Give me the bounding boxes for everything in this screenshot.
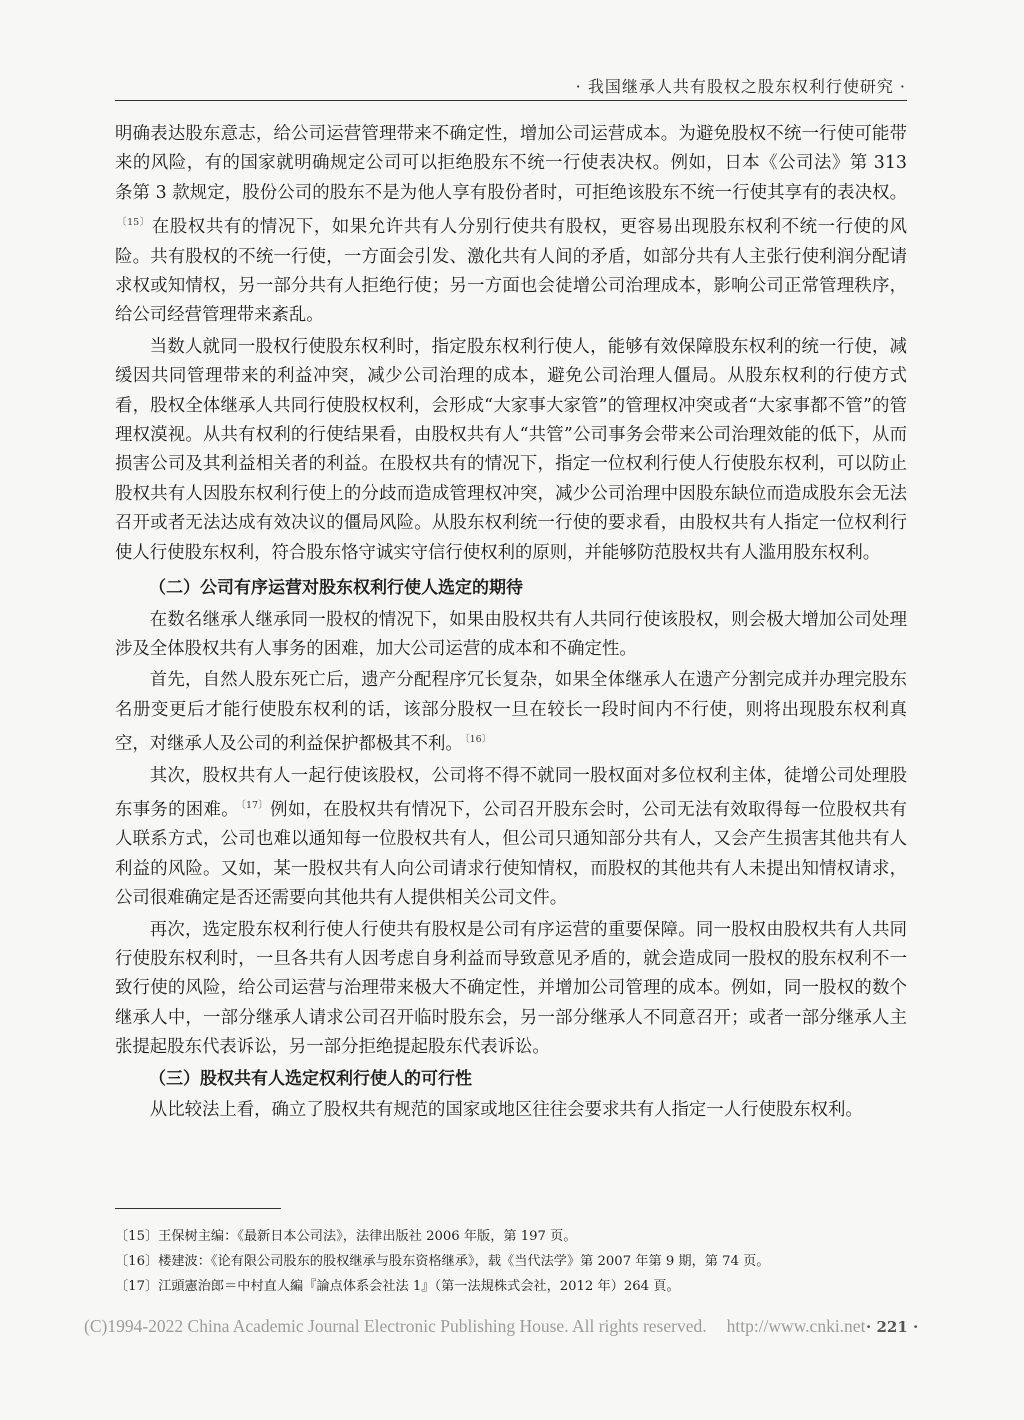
paragraph-3: 在数名继承人继承同一股权的情况下，如果由股权共有人共同行使该股权，则会极大增加公司处理涉及全体股权共有人事务的困难，加大公司运营的成本和不确定性。 [115,609,907,659]
paragraph-6: 再次，选定股东权利行使人行使共有股权是公司有序运营的重要保障。同一股权由股权共有人共同行使股东权利时，一旦各共有人因考虑自身利益而导致意见矛盾的，就会造成同一股权的股东权利不一致行使的风险，给公司运营与治理带来极大不确定性，并增加公司管理的成本。例如，同一股权的数个继承人中，一部分继承人请求公司召开临时股东会，另一部分继承人不同意召开；或者一部分继承人主张提起股东代表诉讼，另一部分拒绝提起股东代表诉讼。 [115,919,907,1058]
paragraph-4 [115,666,907,759]
paragraph-5 [115,762,907,914]
paragraph-4-text: 首先，自然人股东死亡后，遗产分配程序冗长复杂，如果全体继承人在遗产分割完成并办理完股东名册变更后才能行使股东权利的话，该部分股权一旦在较长一段时间内不行使，则将出现股东权利真空，对继承人及公司的利益保护都极其不利。 [115,670,907,755]
section-heading-2: （二）公司有序运营对股东权利行使人选定的期待 [149,578,523,599]
footnote-ref-15[interactable]: 〔15〕 [117,217,150,229]
footnote-15: 〔15〕王保树主编：《最新日本公司法》，法律出版社 2006 年版，第 197 页。 [115,1229,577,1244]
footnote-rule [115,1208,281,1209]
paragraph-1-text: 明确表达股东意志，给公司运营管理带来不确定性，增加公司运营成本。为避免股权不统一行使可能带来的风险，有的国家就明确规定公司可以拒绝股东不统一行使表决权。例如，日本《公司法》第 313 条第 3 款规定，股份公司的股东不是为他人享有股份者时，可拒绝该股东不统一行使其享有的表决权。 [115,124,907,203]
publisher-url[interactable]: http://www.cnki.net [726,1316,866,1336]
copyright-text: (C)1994-2022 China Academic Journal Electronic Publishing House. All rights reserved. [84,1316,707,1336]
paragraph-7: 从比较法上看，确立了股权共有规范的国家或地区往往会要求共有人指定一人行使股东权利。 [149,1100,863,1120]
running-title: · 我国继承人共有股权之股东权利行使研究 · [575,77,906,96]
footnotes [115,1224,907,1299]
copyright-notice [84,1316,865,1337]
footnote-ref-16[interactable]: 〔16〕 [464,734,492,746]
paragraph-5-continued: 例如，在股权共有情况下，公司召开股东会时，公司无法有效取得每一位股权共有人联系方式，公司也难以通知每一位股权共有人，但公司只通知部分共有人，又会产生损害其他共有人利益的风险。又如，某一股权共有人向公司请求行使知情权，而股权的其他共有人未提出知情权请求，公司很难确定是否还需要向其他共有人提供相关公司文件。 [115,799,907,909]
header-rule [115,100,907,101]
paragraph-1-continued: 在股权共有的情况下，如果允许共有人分别行使共有股权，更容易出现股东权利不统一行使的风险。共有股权的不统一行使，一方面会引发、激化共有人间的矛盾，如部分共有人主张行使利润分配请求权或知情权，另一部分共有人拒绝行使；另一方面也会徒增公司治理成本，影响公司正常管理秩序，给公司经营管理带来紊乱。 [115,217,907,326]
article-body [115,120,907,1127]
section-heading-3: （三）股权共有人选定权利行使人的可行性 [149,1068,472,1089]
footnote-ref-17[interactable]: 〔17〕 [240,799,269,811]
page-number: · 221 · [866,1318,919,1336]
paragraph-5-text: 其次，股权共有人一起行使该股权，公司将不得不就同一股权面对多位权利主体，徒增公司处理股东事务的困难。 [115,765,907,820]
footnote-17: 〔17〕江頭憲治郎＝中村直人編『論点体系会社法 1』（第一法規株式会社，2012 年）264 頁。 [115,1279,680,1294]
footnote-16: 〔16〕楼建波：《论有限公司股东的股权继承与股东资格继承》，载《当代法学》第 2007 年第 9 期，第 74 页。 [115,1254,770,1269]
paragraph-1 [115,120,907,331]
paragraph-2: 当数人就同一股权行使股东权利时，指定股东权利行使人，能够有效保障股东权利的统一行使，减缓因共同管理带来的利益冲突，减少公司治理的成本，避免公司治理人僵局。从股东权利的行使方式看，股权全体继承人共同行使股权权利，会形成“大家事大家管”的管理权冲突或者“大家事都不管”的管理权漠视。从共有权利的行使结果看，由股权共有人“共管”公司事务会带来公司治理效能的低下，从而损害公司及其利益相关者的利益。在股权共有的情况下，指定一位权利行使人行使股东权利，可以防止股权共有人因股东权利行使上的分歧而造成管理权冲突，减少公司治理中因股东缺位而造成股东会无法召开或者无法达成有效决议的僵局风险。从股东权利统一行使的要求看，由股权共有人指定一位权利行使人行使股东权利，符合股东恪守诚实守信行使权利的原则，并能够防范股权共有人滥用股东权利。 [115,336,907,563]
